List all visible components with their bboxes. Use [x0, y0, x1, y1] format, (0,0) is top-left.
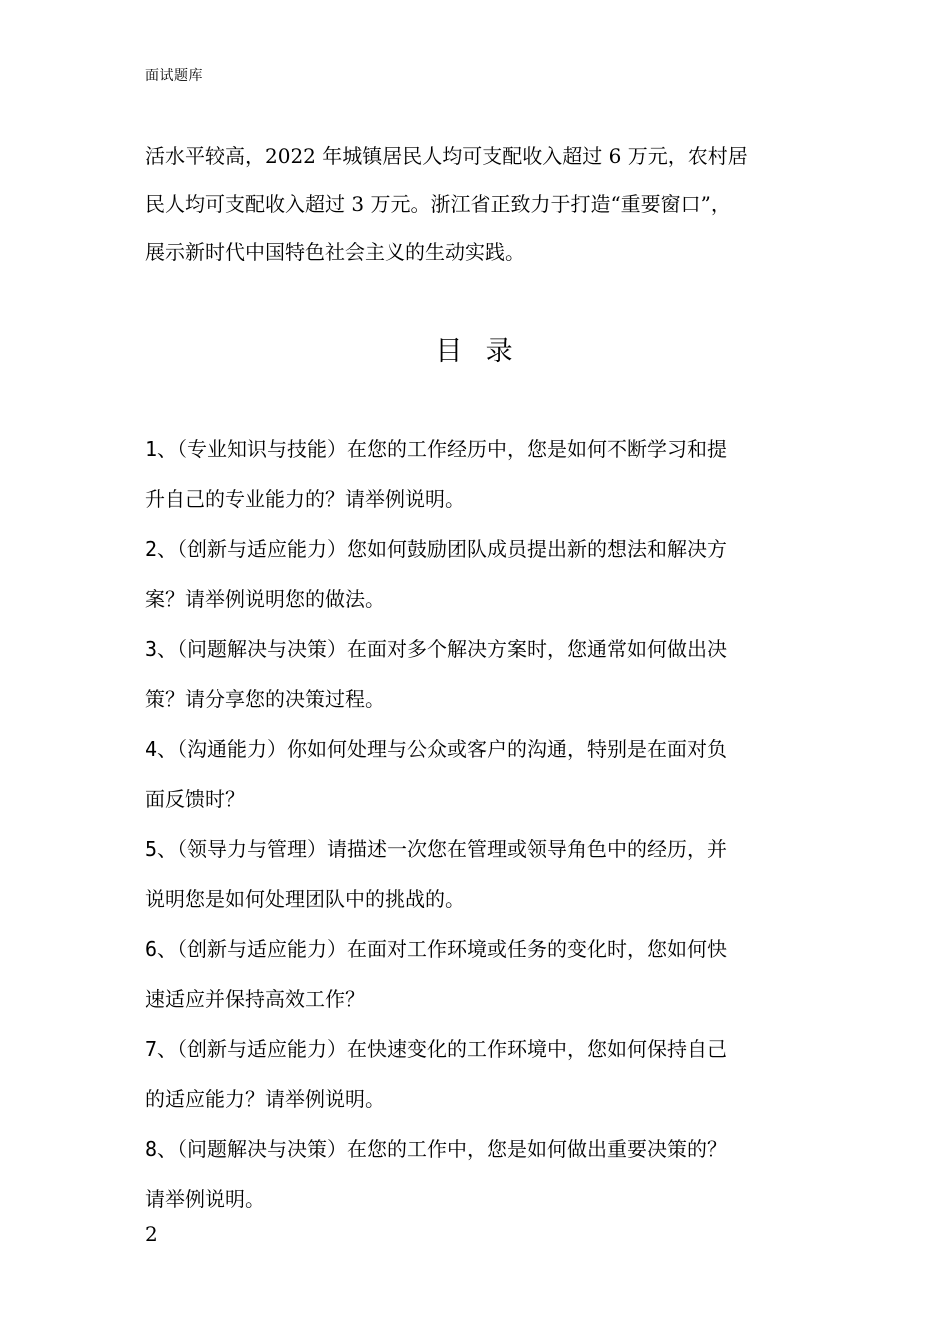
toc-item-line: 8、（问题解决与决策）在您的工作中，您是如何做出重要决策的？	[145, 1137, 728, 1161]
toc-item-line: 升自己的专业能力的？请举例说明。	[145, 487, 465, 511]
page-number: 2	[145, 1222, 158, 1246]
intro-line: 民人均可支配收入超过 3 万元。浙江省正致力于打造“重要窗口”，	[145, 192, 731, 216]
toc-item-line: 3、（问题解决与决策）在面对多个解决方案时，您通常如何做出决	[145, 637, 728, 661]
toc-item-line: 面反馈时？	[145, 787, 245, 811]
toc-item-line: 7、（创新与适应能力）在快速变化的工作环境中，您如何保持自己	[145, 1037, 728, 1061]
toc-item-line: 速适应并保持高效工作？	[145, 987, 365, 1011]
toc-item-line: 说明您是如何处理团队中的挑战的。	[145, 887, 465, 911]
intro-line: 展示新时代中国特色社会主义的生动实践。	[145, 240, 525, 264]
toc-item-line: 案？请举例说明您的做法。	[145, 587, 385, 611]
toc-item-line: 策？请分享您的决策过程。	[145, 687, 385, 711]
toc-item-2[interactable]	[145, 524, 825, 624]
toc-item-8[interactable]	[145, 1124, 825, 1224]
intro-paragraph	[145, 132, 825, 276]
toc-item-line: 4、（沟通能力）你如何处理与公众或客户的沟通，特别是在面对负	[145, 737, 728, 761]
toc-item-5[interactable]	[145, 824, 825, 924]
toc-item-line: 6、（创新与适应能力）在面对工作环境或任务的变化时，您如何快	[145, 937, 728, 961]
toc-item-line: 的适应能力？请举例说明。	[145, 1087, 385, 1111]
toc-item-line: 请举例说明。	[145, 1187, 265, 1211]
toc-item-6[interactable]	[145, 924, 825, 1024]
toc-title: 目 录	[435, 336, 515, 367]
toc-item-4[interactable]	[145, 724, 825, 824]
toc-item-line: 1、（专业知识与技能）在您的工作经历中，您是如何不断学习和提	[145, 437, 728, 461]
intro-line: 活水平较高，2022 年城镇居民人均可支配收入超过 6 万元，农村居	[145, 144, 748, 168]
toc-item-7[interactable]	[145, 1024, 825, 1124]
toc-item-3[interactable]	[145, 624, 825, 724]
page-header-title: 面试题库	[145, 68, 203, 84]
toc-list	[145, 424, 825, 1224]
toc-item-line: 5、（领导力与管理）请描述一次您在管理或领导角色中的经历，并	[145, 837, 728, 861]
toc-item-1[interactable]	[145, 424, 825, 524]
toc-item-line: 2、（创新与适应能力）您如何鼓励团队成员提出新的想法和解决方	[145, 537, 728, 561]
